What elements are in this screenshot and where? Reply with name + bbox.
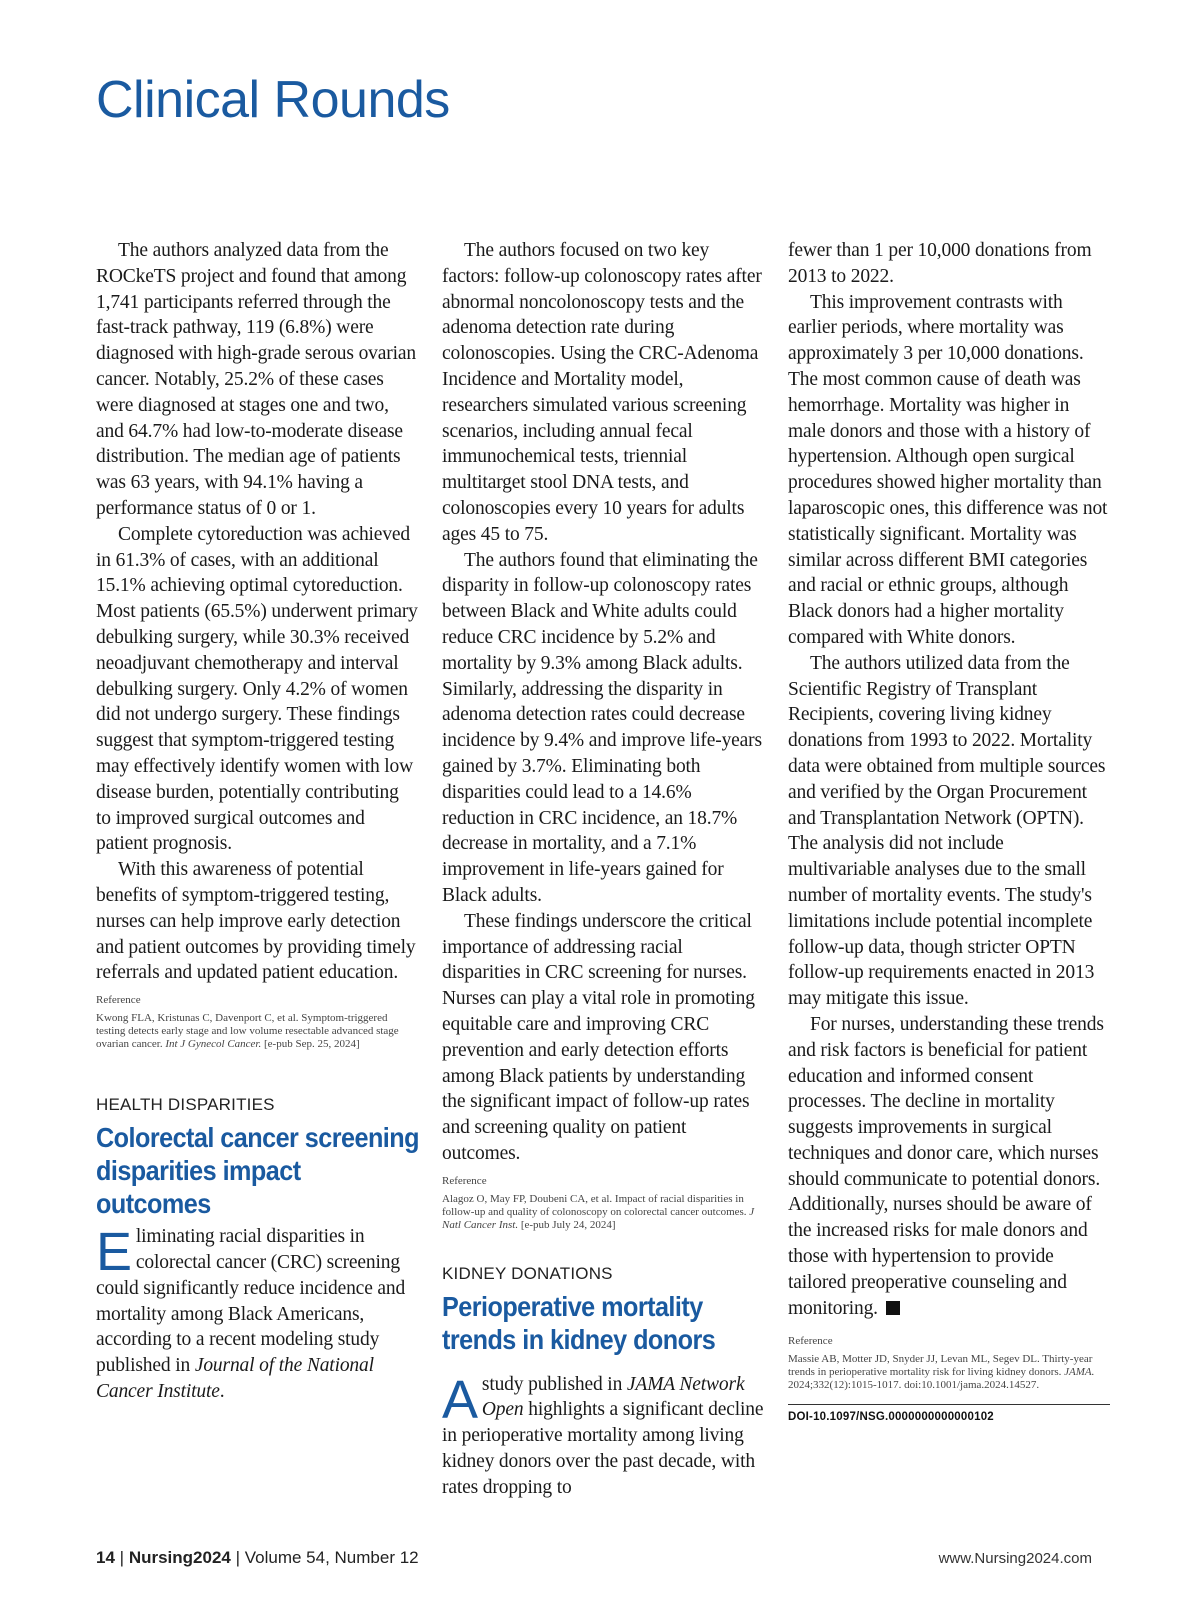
section-kicker: KIDNEY DONATIONS	[442, 1263, 613, 1283]
reference-journal: Int J Gynecol Cancer.	[165, 1038, 262, 1051]
page-title: Clinical Rounds	[96, 71, 450, 129]
section-kicker: HEALTH DISPARITIES	[96, 1095, 275, 1115]
column-1	[96, 238, 418, 1405]
footer-left	[96, 1548, 419, 1568]
footer-separator: |	[235, 1548, 241, 1567]
reference-label: Reference	[442, 1174, 487, 1187]
lead-text: liminating racial disparities in colorectal cancer (CRC) screening could significantly reduce incidence and mortality among Black Americans, according to a recent modeling study published in	[96, 1226, 406, 1377]
article-headline: Colorectal cancer screening disparities impact outcomes	[96, 1122, 419, 1220]
footer-separator: |	[119, 1548, 125, 1567]
paragraph-final	[788, 1012, 1110, 1322]
magazine-name: Nursing2024	[128, 1548, 231, 1567]
reference-text: Kwong FLA, Kristunas C, Davenport C, et al. Symptom-triggered testing detects early stage and low volume resectable advanced stage ovarian cancer.	[96, 1012, 399, 1051]
paragraph: The authors found that eliminating the disparity in follow-up colonoscopy rates between Black and White adults could reduce CRC incidence by 5.2% and mortality by 9.3% among Black adults. Similarly, addressing the disparity in adenoma detection rates could decrease incidence by 9.4% and improve life-years gained by 3.7%. Eliminating both disparities could lead to a 14.6% reduction in CRC incidence, an 18.7% decrease in mortality, and a 7.1% improvement in life-years gained for Black adults.	[442, 549, 762, 906]
paragraph: These findings underscore the critical importance of addressing racial disparities in CRC screening for nurses. Nurses can play a vital role in promoting equitable care and improving CRC prevention and early detection efforts among Black patients by understanding the significant impact of follow-up rates and screening quality on patient outcomes.	[442, 910, 755, 1164]
reference-text: Alagoz O, May FP, Doubeni CA, et al. Impact of racial disparities in follow-up and quality of colonoscopy on colorectal cancer outcomes.	[442, 1192, 747, 1218]
column-2	[442, 238, 764, 1501]
page-number: 14	[96, 1548, 115, 1567]
reference-journal: JAMA.	[1064, 1366, 1095, 1379]
reference-citation	[788, 1353, 1110, 1392]
drop-cap: E	[96, 1222, 132, 1283]
article-lead-paragraph	[442, 1369, 764, 1501]
journal-name: Journal of the National Cancer Institute	[96, 1355, 374, 1402]
reference-tail: 2024;332(12):1015-1017. doi:10.1001/jama.2024.14527.	[788, 1379, 1040, 1392]
paragraph: The authors focused on two key factors: follow-up colonoscopy rates after abnormal noncolonoscopy tests and the adenoma detection rate during colonoscopies. Using the CRC-Adenoma Incidence and Mortality model, researchers simulated various screening scenarios, including annual fecal immunochemical tests, triennial multitarget stool DNA tests, and colonoscopies every 10 years for adults ages 45 to 75.	[442, 240, 762, 545]
reference-tail: [e-pub Sep. 25, 2024]	[264, 1038, 360, 1051]
article-headline: Perioperative mortality trends in kidney donors	[442, 1290, 716, 1355]
reference-tail: [e-pub July 24, 2024]	[520, 1218, 616, 1231]
paragraph: Complete cytoreduction was achieved in 61.3% of cases, with an additional 15.1% achieving optimal cytoreduction. Most patients (65.5%) underwent primary debulking surgery, while 30.3% received neoadjuvant chemotherapy and interval debulking surgery. Only 4.2% of women did not undergo surgery. These findings suggest that symptom-triggered testing may effectively identify women with low disease burden, potentially contributing to improved surgical outcomes and patient prognosis.	[96, 523, 418, 855]
article-lead-paragraph	[96, 1224, 418, 1405]
paragraph: With this awareness of potential benefits of symptom-triggered testing, nurses can help improve early detection and patient outcomes by providing timely referrals and updated patient education.	[96, 859, 416, 984]
reference-label: Reference	[788, 1335, 833, 1348]
doi-line: DOI-10.1097/NSG.0000000000000102	[788, 1404, 1110, 1423]
website-link[interactable]: www.Nursing2024.com	[938, 1550, 1092, 1567]
lead-text: study published in	[481, 1373, 623, 1395]
paragraph: The authors analyzed data from the ROCkeTS project and found that among 1,741 participants referred through the fast-track pathway, 119 (6.8%) were diagnosed with high-grade serous ovarian cancer. Notably, 25.2% of these cases were diagnosed at stages one and two, and 64.7% had low-to-moderate disease distribution. The median age of patients was 63 years, with 94.1% having a performance status of 0 or 1.	[96, 240, 416, 519]
issue-info: Volume 54, Number 12	[244, 1548, 419, 1567]
lead-text-continued: highlights a significant decline in perioperative mortality among living kidney donors over the past decade, with rates dropping to	[442, 1399, 764, 1498]
end-mark-icon	[886, 1301, 900, 1315]
column-3	[788, 238, 1110, 1423]
journal-name: JAMA Network Open	[481, 1373, 745, 1421]
paragraph: fewer than 1 per 10,000 donations from 2013 to 2022.	[788, 240, 1092, 287]
reference-label: Reference	[96, 994, 141, 1007]
reference-citation	[96, 1012, 418, 1051]
reference-citation	[442, 1193, 764, 1232]
reference-text: Massie AB, Motter JD, Snyder JJ, Levan ML, Segev DL. Thirty-year trends in perioperative mortality risk for living kidney donors.	[788, 1353, 1093, 1379]
paragraph: The authors utilized data from the Scientific Registry of Transplant Recipients, covering living kidney donations from 1993 to 2022. Mortality data were obtained from multiple sources and verified by the Organ Procurement and Transplantation Network (OPTN). The analysis did not include multivariable analyses due to the small number of mortality events. The study's limitations include potential incomplete follow-up data, though stricter OPTN follow-up requirements enacted in 2013 may mitigate this issue.	[788, 652, 1106, 1010]
drop-cap: A	[442, 1369, 478, 1430]
period: .	[219, 1380, 225, 1402]
paragraph: This improvement contrasts with earlier periods, where mortality was approximately 3 per 10,000 donations. The most common cause of death was hemorrhage. Mortality was higher in male donors and those with a history of hypertension. Although open surgical procedures showed higher mortality than laparoscopic ones, this difference was not statistically significant. Mortality was similar across different BMI categories and racial or ethnic groups, although Black donors had a higher mortality compared with White donors.	[788, 291, 1108, 648]
reference-journal: J Natl Cancer Inst.	[442, 1205, 755, 1231]
paragraph-text: For nurses, understanding these trends and risk factors is beneficial for patient education and informed consent processes. The decline in mortality suggests improvements in surgical techniques and donor care, which nurses should communicate to potential donors. Additionally, nurses should be aware of the increased risks for male donors and those with hypertension to provide tailored preoperative counseling and monitoring.	[788, 1013, 1104, 1319]
